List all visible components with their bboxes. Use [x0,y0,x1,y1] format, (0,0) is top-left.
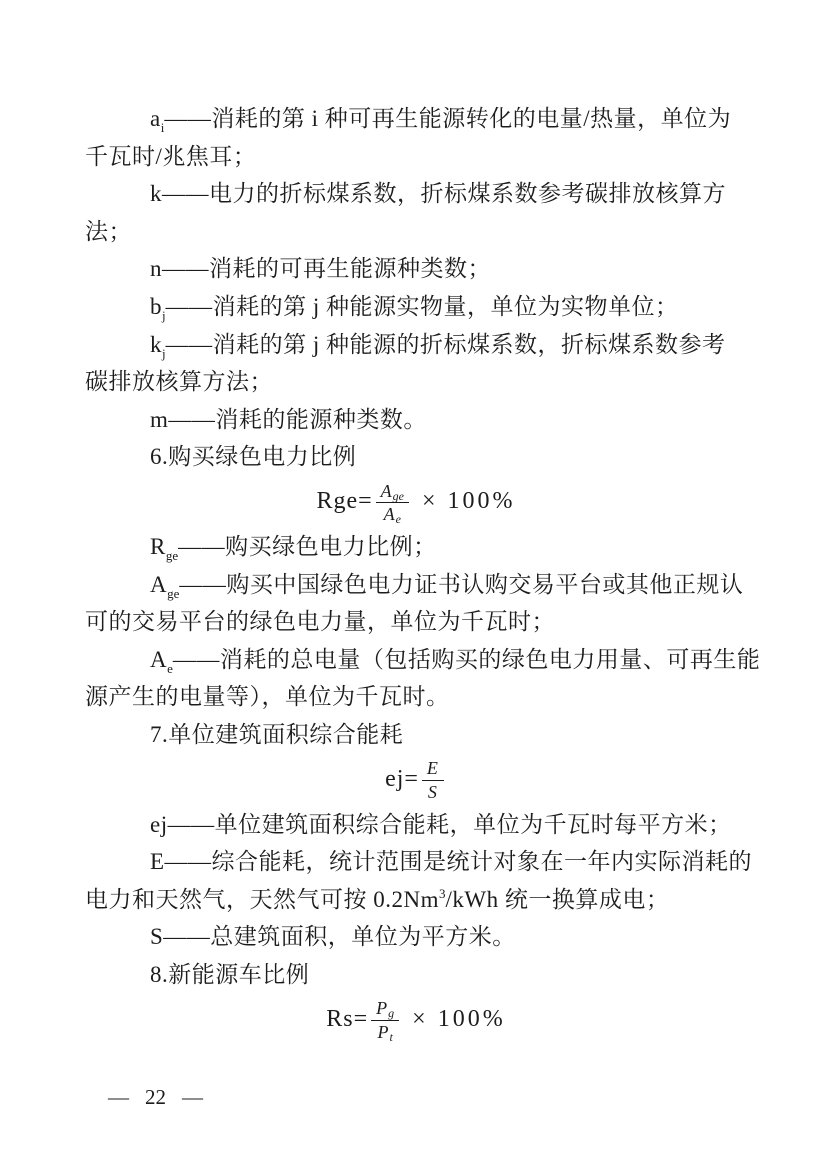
text-run: 6.购买绿色电力比例 [150,444,357,470]
text-line [85,438,747,476]
text-line [85,641,761,679]
energy-per-area-formula [85,754,747,806]
fraction-denominator: $P_t$ [377,1021,393,1044]
text-line [85,401,747,439]
subscript: ge [392,488,404,503]
text-run: ——消耗的第 i 种可再生能源转化的电量/热量，单位为 [164,106,732,131]
fraction-numerator: $A_{ge}$ [376,481,409,504]
subscript: i [160,120,165,135]
fraction [376,481,409,525]
formula-lhs: Rge= [316,488,373,515]
text-run: ——消耗的总电量（包括购买的绿色电力用量、可再生能 [172,646,761,672]
footer-dash-left: — [108,1085,129,1109]
text-line [85,881,747,919]
text-run: k [150,331,162,357]
text-line [85,678,747,716]
text-run: 千瓦时/兆焦耳； [85,143,257,169]
subscript: ge [165,547,179,563]
text-run: k——电力的折标煤系数，折标煤系数参考碳排放核算方 [150,181,726,207]
text-run: m——消耗的能源种类数。 [150,406,427,432]
subscript: e [395,512,401,527]
text-run: 可的交易平台的绿色电力量，单位为千瓦时； [85,609,555,635]
text-line [85,716,747,754]
text-line [85,213,747,251]
text-line [85,566,747,604]
text-run: ——购买绿色电力比例； [178,533,437,559]
superscript: 3 [439,885,446,901]
text-line [85,250,747,288]
text-line [85,956,747,994]
text-line [85,100,747,138]
subscript: j [162,307,166,323]
text-run: n——消耗的可再生能源种类数； [150,256,491,282]
page-number: 22 [145,1085,166,1109]
text-run: ——购买中国绿色电力证书认购交易平台或其他正规认 [179,571,744,597]
text-line [85,175,747,213]
document-body [85,100,761,1045]
text-run: E——综合能耗，统计范围是统计对象在一年内实际消耗的 [150,849,753,875]
text-run: ej——单位建筑面积综合能耗，单位为千瓦时每平方米； [150,811,732,837]
text-run: A [150,571,168,597]
fraction-denominator: $A_e$ [383,504,401,527]
text-run: 7.单位建筑面积综合能耗 [150,721,404,747]
text-line [85,843,753,881]
text-run: S——总建筑面积，单位为平方米。 [150,924,516,950]
fraction [422,758,444,802]
fraction [371,998,399,1042]
text-run: ——消耗的第 j 种能源的折标煤系数，折标煤系数参考 [165,331,726,357]
subscript: g [388,1006,395,1021]
text-run: ——消耗的第 j 种能源实物量，单位为实物单位； [165,293,679,319]
text-line [85,363,747,401]
text-line [85,288,747,326]
nev-ratio-formula [85,993,747,1045]
text-run: A [150,646,168,672]
subscript: t [389,1029,393,1044]
text-run: 法； [85,218,132,244]
formula-suffix: × 100% [412,1005,506,1032]
fraction-denominator: S [427,782,438,802]
text-run: b [150,293,162,319]
text-line [85,918,747,956]
page-footer [108,1085,203,1110]
text-run: /kWh 统一换算成电； [445,886,670,912]
text-line [85,326,747,364]
text-line [85,138,747,176]
text-run: a [150,106,161,131]
formula-lhs: ej= [385,766,419,792]
fraction-numerator: $P_g$ [371,998,399,1021]
text-run: 电力和天然气，天然气可按 0.2Nm [85,886,439,912]
text-line [85,528,747,566]
text-run: R [150,533,166,559]
fraction-numerator: E [422,758,444,781]
text-run: 8.新能源车比例 [150,961,310,987]
subscript: e [167,660,173,676]
formula-lhs: Rs= [326,1005,369,1032]
subscript: ge [167,585,180,601]
text-run: 源产生的电量等），单位为千瓦时。 [85,684,450,710]
green-power-ratio-formula [85,476,747,528]
formula-suffix: × 100% [422,488,516,515]
subscript: j [162,345,166,361]
text-line [85,806,747,844]
footer-dash-right: — [182,1085,203,1109]
text-run: 碳排放核算方法； [85,369,273,395]
text-line [85,603,747,641]
